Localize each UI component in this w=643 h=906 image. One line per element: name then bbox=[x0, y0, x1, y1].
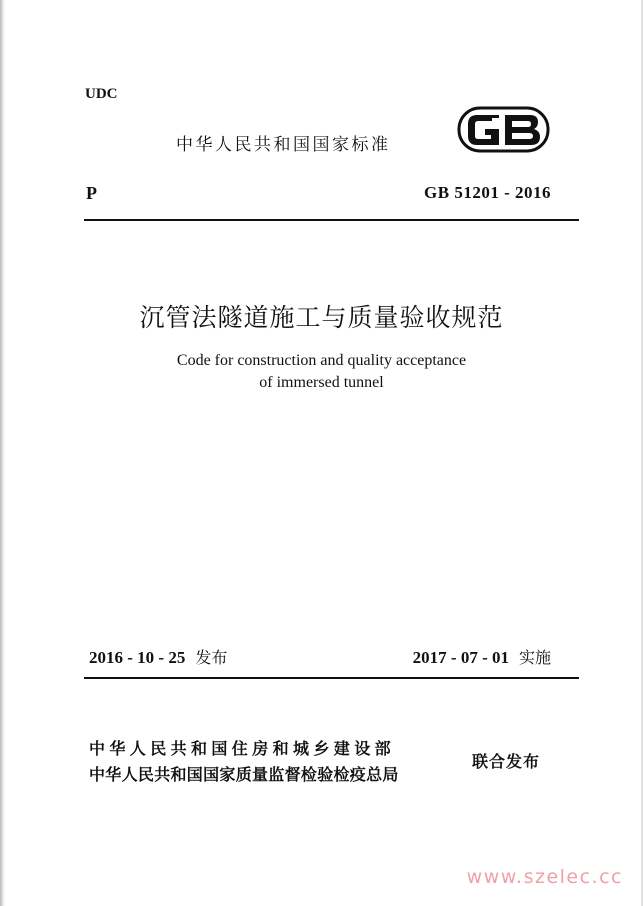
gb-logo-icon bbox=[457, 106, 550, 153]
site-watermark: www.szelec.cc bbox=[466, 866, 623, 888]
joint-issue-label: 联合发布 bbox=[472, 752, 541, 771]
issue-date-block bbox=[89, 645, 227, 668]
implement-label: 实施 bbox=[518, 648, 551, 667]
issuer-aqsiq: 中华人民共和国国家质量监督检验检疫总局 bbox=[89, 765, 399, 784]
implement-date-block bbox=[413, 645, 551, 668]
classification-code: P bbox=[86, 183, 97, 203]
page-left-edge bbox=[0, 0, 5, 906]
standard-number: GB 51201 - 2016 bbox=[424, 183, 551, 202]
udc-label: UDC bbox=[85, 86, 118, 102]
title-chinese: 沉管法隧道施工与质量验收规范 bbox=[139, 303, 504, 332]
issue-date: 2016 - 10 - 25 bbox=[89, 648, 186, 667]
top-divider bbox=[84, 219, 579, 221]
issuer-ministry: 中华人民共和国住房和城乡建设部 bbox=[89, 739, 396, 758]
bottom-divider bbox=[84, 677, 579, 679]
implement-date: 2017 - 07 - 01 bbox=[412, 648, 509, 667]
national-standard-heading: 中华人民共和国国家标准 bbox=[176, 135, 391, 155]
title-english-line2: of immersed tunnel bbox=[259, 374, 384, 391]
issue-label: 发布 bbox=[195, 648, 228, 667]
title-english-line1: Code for construction and quality acceptance bbox=[176, 352, 467, 369]
